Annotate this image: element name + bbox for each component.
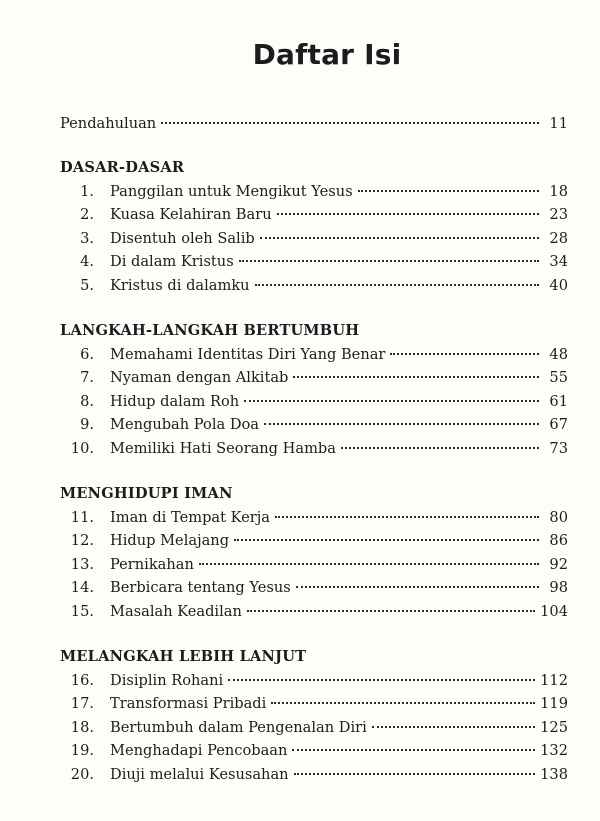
toc-entry-number: 17. — [70, 695, 94, 713]
toc-entry-page: 18 — [549, 182, 568, 200]
toc-entry[interactable] — [60, 440, 568, 464]
toc-entry-page: 67 — [549, 416, 568, 434]
dot-leader — [390, 353, 539, 355]
toc-entry-page: 104 — [540, 602, 568, 620]
toc-entry-page: 55 — [549, 369, 568, 387]
toc-entry-number: 2. — [80, 206, 94, 224]
toc-entry-number: 11. — [70, 508, 94, 526]
toc-entry-number: 7. — [80, 369, 94, 387]
toc-entry-label: Hidup Melajang — [110, 532, 230, 550]
toc-entry-label: Disentuh oleh Salib — [110, 229, 255, 247]
toc-entry-page: 112 — [540, 671, 568, 689]
toc-entry-label: Mengubah Pola Doa — [110, 416, 260, 434]
toc-entry-label: Kuasa Kelahiran Baru — [110, 206, 272, 224]
toc-entry-label: Masalah Keadilan — [110, 602, 242, 620]
dot-leader — [234, 539, 539, 541]
dot-leader — [275, 516, 539, 518]
dot-leader — [271, 702, 535, 704]
toc-entry[interactable] — [60, 277, 568, 301]
toc-entry-page: 125 — [540, 718, 568, 736]
dot-leader — [277, 213, 539, 215]
toc-entry-page: 98 — [549, 579, 568, 597]
toc-entry-number: 12. — [70, 532, 94, 550]
toc-entry[interactable] — [60, 393, 568, 417]
dot-leader — [264, 423, 539, 425]
toc-entry-label: Bertumbuh dalam Pengenalan Diri — [110, 718, 367, 736]
toc-entry-number: 8. — [80, 392, 94, 410]
toc-entry-label: Berbicara tentang Yesus — [110, 579, 291, 597]
dot-leader — [244, 400, 539, 402]
toc-entry-page: 28 — [549, 229, 568, 247]
toc-entry-label: Panggilan untuk Mengikut Yesus — [110, 182, 353, 200]
toc-entry[interactable] — [60, 509, 568, 533]
toc-entry[interactable] — [60, 766, 568, 790]
toc-entry[interactable] — [60, 253, 568, 277]
toc-entry-number: 6. — [80, 345, 94, 363]
toc-entry-page: 48 — [549, 345, 568, 363]
toc-entry-number: 16. — [70, 671, 94, 689]
toc-entry-number: 15. — [70, 602, 94, 620]
toc-entry-page: 132 — [540, 742, 568, 760]
toc-section — [60, 485, 568, 627]
toc-entry-number: 1. — [80, 182, 94, 200]
toc-entry-label: Memiliki Hati Seorang Hamba — [110, 439, 336, 457]
dot-leader — [255, 284, 539, 286]
page-title: Daftar Isi — [252, 38, 402, 71]
toc-entry-number: 14. — [70, 579, 94, 597]
section-heading: LANGKAH-LANGKAH BERTUMBUH — [60, 321, 360, 339]
toc-entry-page: 61 — [549, 392, 568, 410]
toc-entry[interactable] — [60, 369, 568, 393]
toc-entry-page: 40 — [549, 276, 568, 294]
toc-section — [60, 159, 568, 301]
toc-entry-label: Hidup dalam Roh — [110, 392, 240, 410]
toc-entry-number: 3. — [80, 229, 94, 247]
dot-leader — [247, 610, 535, 612]
dot-leader — [341, 447, 539, 449]
toc-entry-label: Kristus di dalamku — [110, 276, 250, 294]
dot-leader — [358, 190, 539, 192]
dot-leader — [293, 376, 539, 378]
toc-entry-label: Menghadapi Pencobaan — [110, 742, 288, 760]
dot-leader — [372, 726, 535, 728]
toc-entry[interactable] — [60, 742, 568, 766]
toc-entry-page: 86 — [549, 532, 568, 550]
dot-leader — [294, 773, 536, 775]
section-heading: MELANGKAH LEBIH LANJUT — [60, 647, 307, 665]
toc-entry-number: 13. — [70, 555, 94, 573]
dot-leader — [260, 237, 539, 239]
toc-entry[interactable] — [60, 603, 568, 627]
toc-entry-number: 4. — [80, 253, 94, 271]
section-heading: DASAR-DASAR — [60, 158, 185, 176]
toc-entry[interactable] — [60, 556, 568, 580]
toc-entry-label: Memahami Identitas Diri Yang Benar — [110, 345, 386, 363]
toc-entry-number: 20. — [70, 765, 94, 783]
dot-leader — [161, 122, 539, 124]
toc-entry[interactable] — [60, 346, 568, 370]
toc-entry-intro[interactable] — [60, 115, 568, 139]
toc-entry[interactable] — [60, 416, 568, 440]
toc-entry-page: 138 — [540, 765, 568, 783]
toc-entry[interactable] — [60, 230, 568, 254]
toc-entry[interactable] — [60, 672, 568, 696]
toc-entry-page: 23 — [549, 206, 568, 224]
dot-leader — [296, 586, 539, 588]
toc-entry[interactable] — [60, 695, 568, 719]
toc-entry-label: Iman di Tempat Kerja — [110, 508, 270, 526]
toc-entry[interactable] — [60, 719, 568, 743]
toc-entry-label: Pernikahan — [110, 555, 194, 573]
toc-section — [60, 322, 568, 464]
toc-entry-page: 119 — [540, 695, 568, 713]
toc-entry-number: 9. — [80, 416, 94, 434]
dot-leader — [228, 679, 535, 681]
section-heading: MENGHIDUPI IMAN — [60, 484, 233, 502]
toc-entry-label: Disiplin Rohani — [110, 671, 224, 689]
toc-entry-number: 5. — [80, 276, 94, 294]
toc-entry-number: 18. — [70, 718, 94, 736]
dot-leader — [292, 749, 535, 751]
toc-entry-label: Nyaman dengan Alkitab — [110, 369, 289, 387]
toc-entry[interactable] — [60, 183, 568, 207]
toc-entry-page: 92 — [549, 555, 568, 573]
toc-entry-page: 34 — [549, 253, 568, 271]
toc-entry-page: 73 — [549, 439, 568, 457]
dot-leader — [199, 563, 539, 565]
toc-entry-label: Pendahuluan — [60, 115, 157, 132]
dot-leader — [239, 260, 539, 262]
toc-entry[interactable] — [60, 206, 568, 230]
toc-entry-label: Transformasi Pribadi — [110, 695, 267, 713]
toc-entry-page: 80 — [549, 508, 568, 526]
toc-entry[interactable] — [60, 532, 568, 556]
toc-entry-label: Di dalam Kristus — [110, 253, 234, 271]
toc-entry-label: Diuji melalui Kesusahan — [110, 765, 289, 783]
toc-section — [60, 648, 568, 790]
toc-entry-number: 10. — [70, 439, 94, 457]
toc-entry-number: 19. — [70, 742, 94, 760]
toc-entry[interactable] — [60, 579, 568, 603]
toc-entry-page: 11 — [549, 115, 568, 132]
